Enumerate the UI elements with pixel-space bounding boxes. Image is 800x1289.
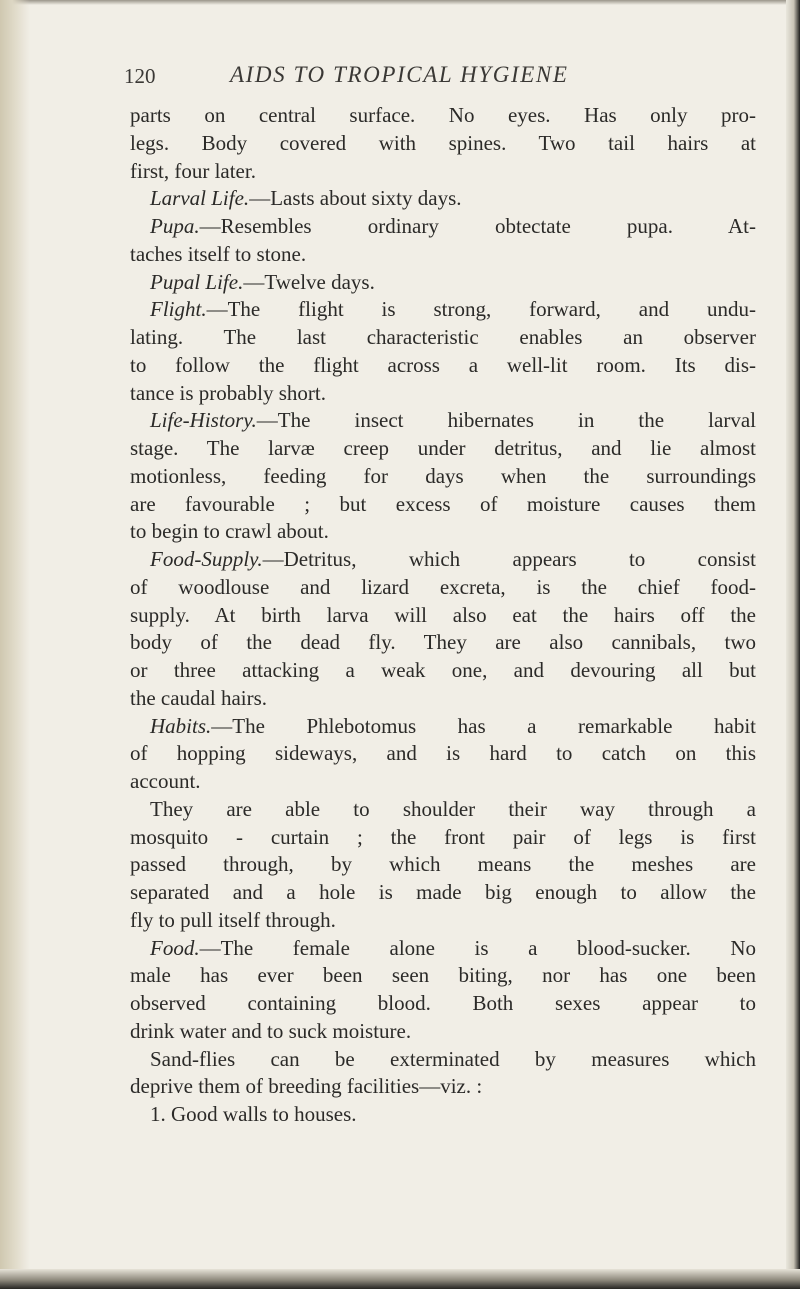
text-line	[130, 130, 756, 158]
text-line	[130, 907, 756, 935]
text-line	[130, 962, 756, 990]
line-text: 1. Good walls to houses.	[150, 1102, 357, 1126]
text-line	[130, 241, 756, 269]
line-text: stage. The larvæ creep under detritus, and lie almost	[130, 436, 756, 460]
line-text: —Resembles ordinary obtectate pupa. At-	[199, 214, 756, 238]
text-line	[130, 269, 756, 297]
line-text: are favourable ; but excess of moisture causes them	[130, 491, 756, 516]
line-text: of hopping sideways, and is hard to catch on this	[130, 741, 756, 766]
text-line	[130, 158, 756, 186]
section-label: Life-History.	[150, 408, 257, 433]
text-line	[130, 1046, 756, 1074]
text-line	[130, 879, 756, 907]
text-line	[130, 796, 756, 824]
text-line	[130, 296, 756, 324]
text-line	[130, 713, 756, 741]
line-text: Sand-flies can be exterminated by measures which	[150, 1046, 756, 1071]
section-label: Habits.	[150, 713, 212, 738]
line-text: —Detritus, which appears to consist	[262, 547, 756, 571]
text-line	[130, 824, 756, 852]
line-text: mosquito - curtain ; the front pair of legs is first	[130, 824, 756, 849]
line-text: taches itself to stone.	[130, 241, 307, 266]
text-line	[130, 546, 756, 574]
line-text: to follow the flight across a well-lit room. Its dis-	[130, 352, 756, 377]
line-text: —Lasts about sixty days.	[249, 186, 462, 211]
running-title: AIDS TO TROPICAL HYGIENE	[230, 62, 569, 87]
text-line	[130, 491, 756, 519]
text-line	[130, 602, 756, 630]
line-text: —The flight is strong, forward, and undu-	[206, 297, 756, 322]
section-label: Food.	[150, 935, 200, 960]
line-text: to begin to crawl about.	[130, 519, 329, 544]
line-text: motionless, feeding for days when the surroundings	[130, 463, 756, 488]
line-text: parts on central surface. No eyes. Has only pro-	[130, 103, 756, 127]
body-text	[130, 102, 756, 1129]
section-label: Pupa.	[150, 214, 200, 238]
section-label: Flight.	[150, 297, 207, 322]
page-right-edge	[786, 0, 800, 1289]
text-line	[130, 935, 756, 963]
line-text: drink water and to suck moisture.	[130, 1018, 412, 1043]
line-text: the caudal hairs.	[130, 685, 268, 710]
book-gutter-shadow	[0, 0, 30, 1289]
line-text: tance is probably short.	[130, 380, 326, 405]
section-label: Pupal Life.	[150, 269, 244, 294]
text-line	[130, 740, 756, 768]
page-top-edge	[0, 0, 800, 5]
line-text: fly to pull itself through.	[130, 907, 336, 932]
text-line	[130, 1073, 756, 1101]
text-line	[130, 380, 756, 408]
text-line	[130, 463, 756, 491]
text-line	[130, 435, 756, 463]
line-text: —The Phlebotomus has a remarkable habit	[211, 713, 756, 738]
line-text: passed through, by which means the meshes are	[130, 852, 756, 877]
text-line	[130, 1018, 756, 1046]
text-line	[130, 685, 756, 713]
text-line	[130, 1101, 756, 1129]
text-line	[130, 324, 756, 352]
text-line	[130, 851, 756, 879]
text-line	[130, 990, 756, 1018]
line-text: of woodlouse and lizard excreta, is the chief food-	[130, 574, 756, 599]
text-line	[130, 518, 756, 546]
section-label: Food-Supply.	[150, 547, 263, 571]
line-text: legs. Body covered with spines. Two tail hairs at	[130, 130, 756, 155]
page-bottom-edge	[0, 1269, 800, 1289]
line-text: observed containing blood. Both sexes appear to	[130, 991, 756, 1015]
line-text: —The insect hibernates in the larval	[256, 408, 756, 433]
text-line	[130, 185, 756, 213]
text-line	[130, 407, 756, 435]
line-text: —Twelve days.	[243, 269, 375, 294]
text-line	[130, 629, 756, 657]
line-text: lating. The last characteristic enables an observer	[130, 325, 756, 349]
text-line	[130, 768, 756, 796]
line-text: supply. At birth larva will also eat the hairs off the	[130, 602, 756, 627]
text-line	[130, 657, 756, 685]
line-text: They are able to shoulder their way through a	[150, 796, 756, 821]
line-text: or three attacking a weak one, and devouring all but	[130, 658, 756, 682]
page-header	[124, 62, 784, 94]
page-number: 120	[124, 64, 156, 88]
text-line	[130, 352, 756, 380]
line-text: deprive them of breeding facilities—viz. :	[130, 1074, 483, 1099]
line-text: male has ever been seen biting, nor has one been	[130, 963, 756, 988]
line-text: first, four later.	[130, 158, 256, 183]
text-line	[130, 574, 756, 602]
line-text: account.	[130, 769, 201, 793]
text-line	[130, 213, 756, 241]
line-text: —The female alone is a blood-sucker. No	[199, 935, 756, 960]
line-text: separated and a hole is made big enough to allow the	[130, 880, 756, 904]
line-text: body of the dead fly. They are also cannibals, two	[130, 630, 756, 655]
section-label: Larval Life.	[150, 186, 250, 211]
text-line	[130, 102, 756, 130]
